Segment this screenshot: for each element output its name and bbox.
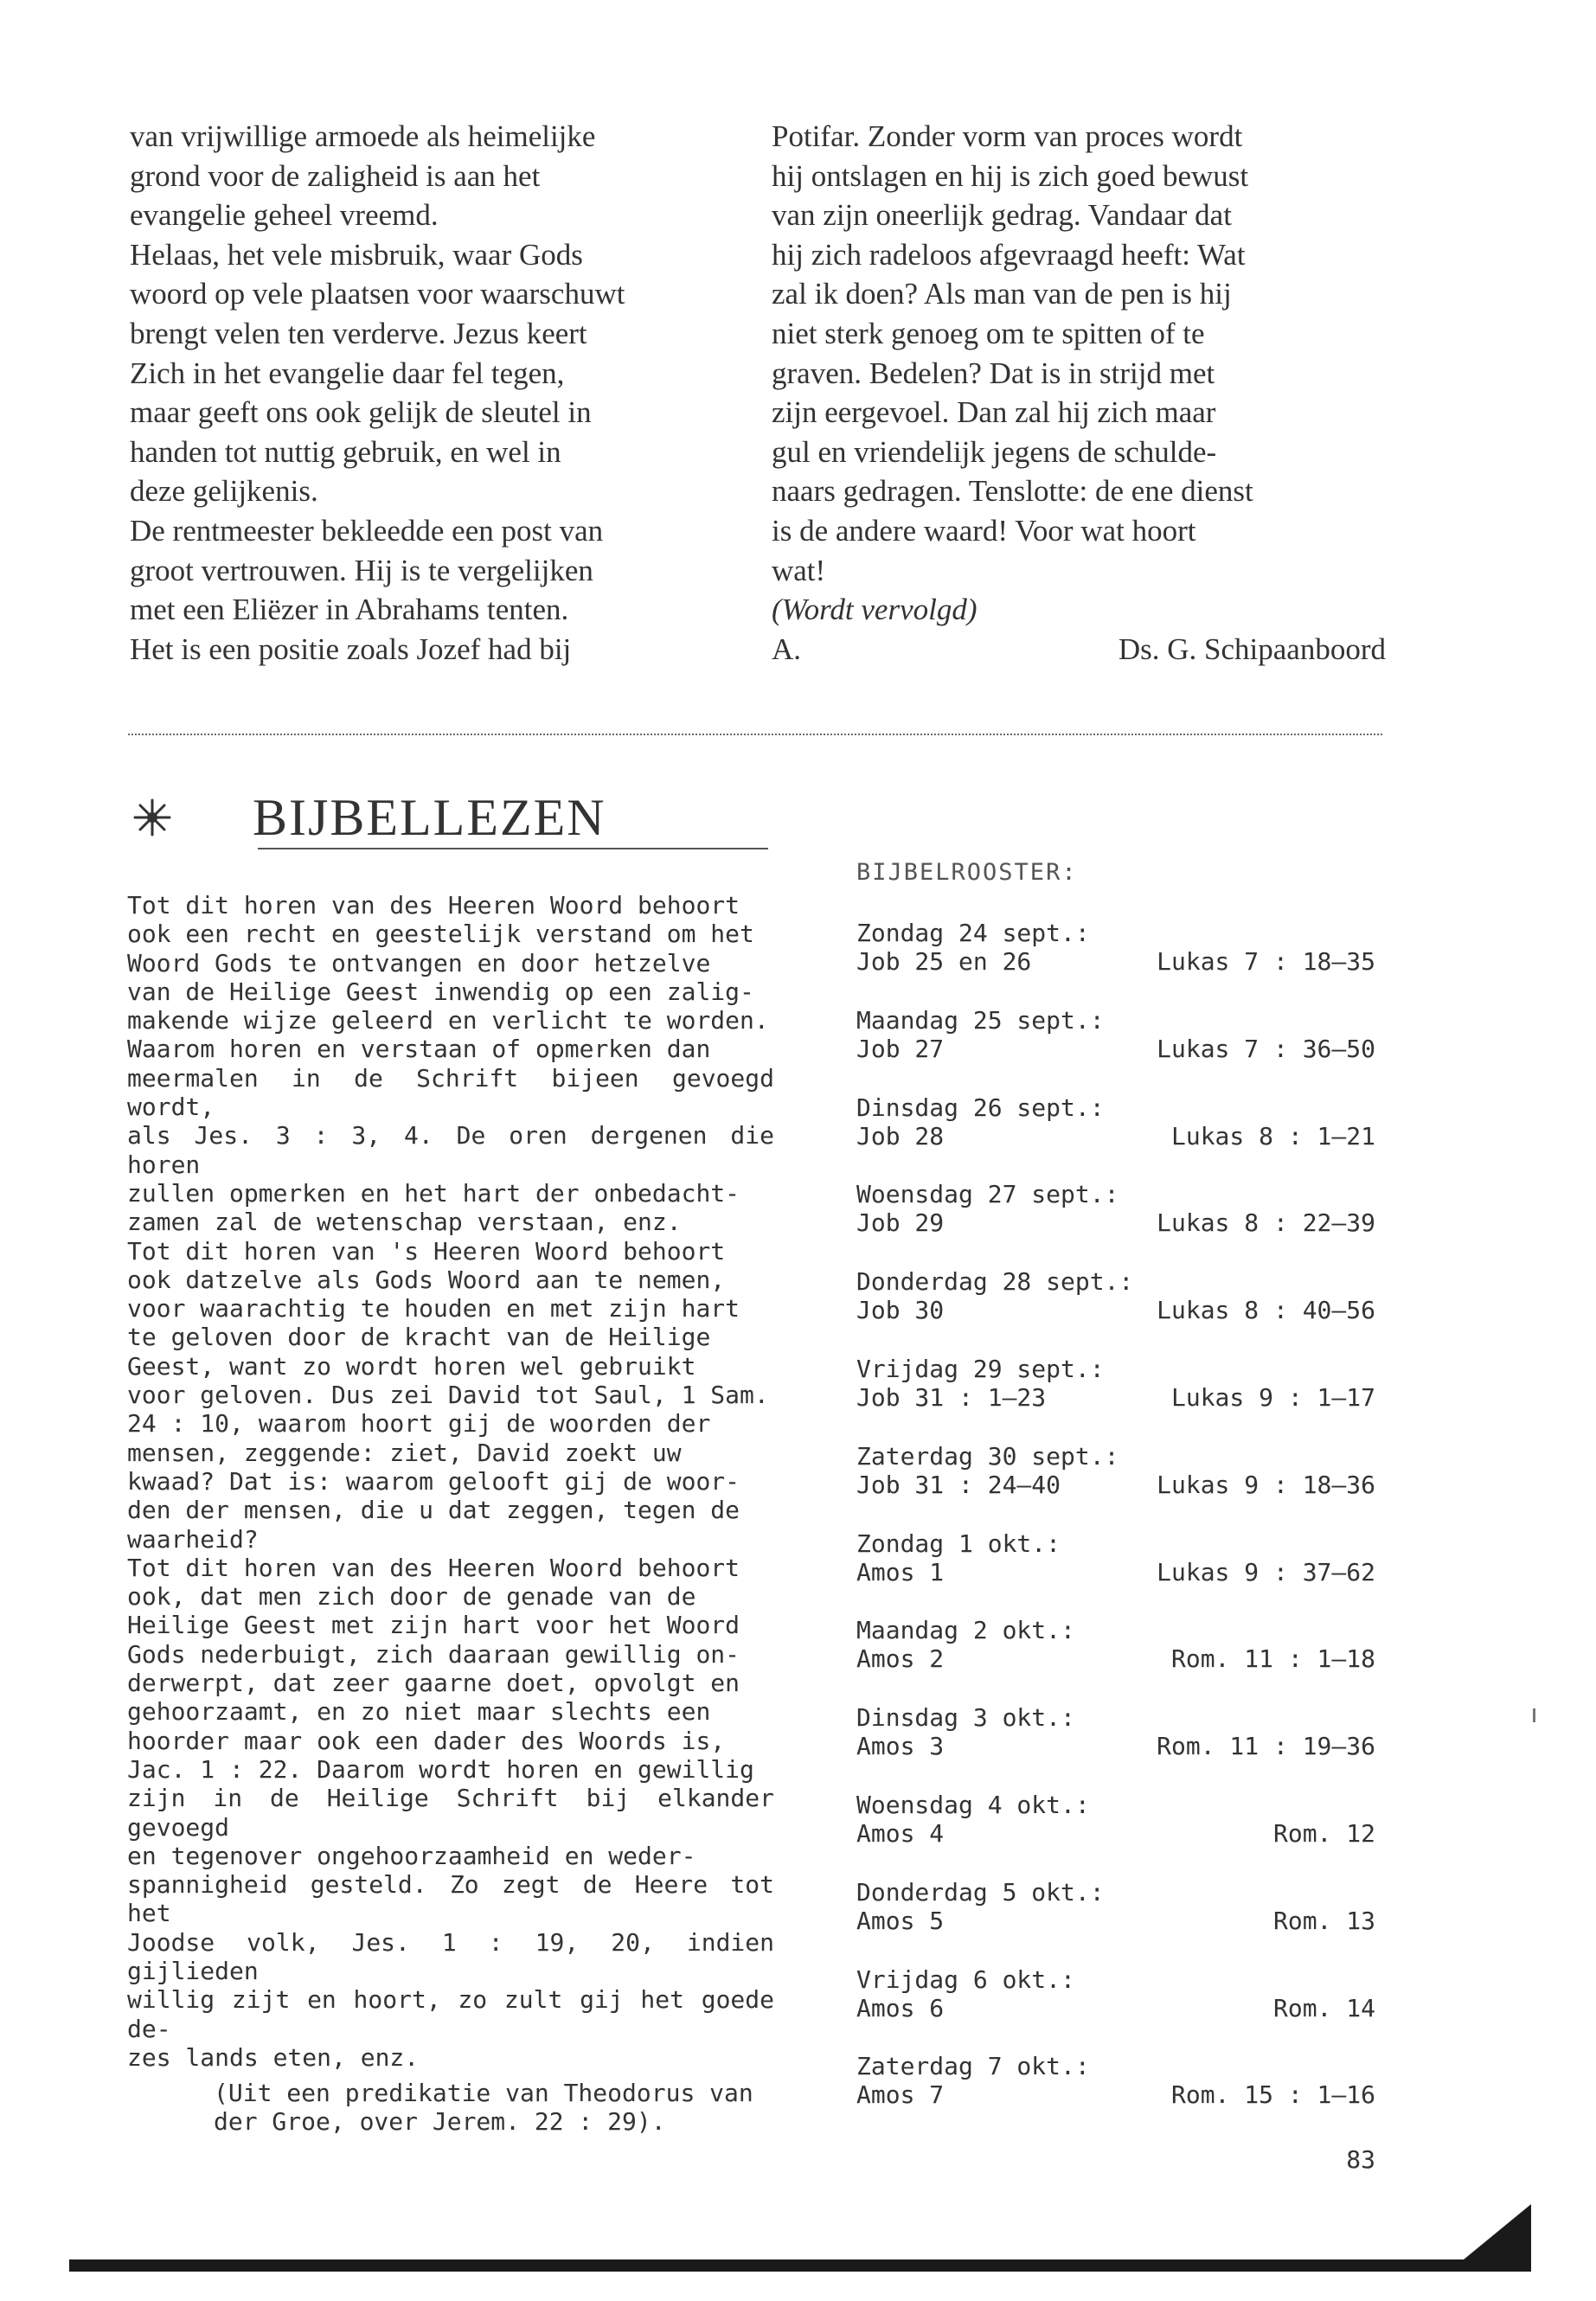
reading-line: Woord Gods te ontvangen en door hetzelve bbox=[127, 948, 711, 977]
continued-note: (Wordt vervolgd) bbox=[772, 593, 977, 627]
schedule-day: Zaterdag 7 okt.: bbox=[856, 2052, 1090, 2081]
article-left-text bbox=[130, 117, 735, 669]
schedule-entry bbox=[856, 2052, 1375, 2139]
schedule-day: Dinsdag 3 okt.: bbox=[856, 1703, 1075, 1733]
reading-line: te geloven door de kracht van de Heilige bbox=[127, 1323, 711, 1352]
article-line: brengt velen ten verderve. Jezus keert bbox=[130, 316, 587, 350]
reading-line: als Jes. 3 : 3, 4. De oren dergenen die horen bbox=[127, 1121, 774, 1179]
article-line: evangelie geheel vreemd. bbox=[130, 198, 439, 233]
reading-line: Joodse volk, Jes. 1 : 19, 20, indien gijlieden bbox=[127, 1927, 774, 1985]
margin-mark bbox=[1533, 1708, 1535, 1722]
new-testament-reading: Rom. 15 : 1—16 bbox=[1170, 2080, 1375, 2110]
schedule-readings bbox=[856, 1471, 1375, 1499]
reading-line: zamen zal de wetenschap verstaan, enz. bbox=[127, 1208, 682, 1237]
reading-line: kwaad? Dat is: waarom gelooft gij de woor- bbox=[127, 1466, 740, 1496]
old-testament-reading: Amos 2 bbox=[856, 1644, 945, 1674]
reading-line: makende wijze geleerd en verlicht te worden. bbox=[127, 1006, 769, 1035]
old-testament-reading: Amos 6 bbox=[856, 1993, 945, 2022]
new-testament-reading: Lukas 8 : 40—56 bbox=[1157, 1296, 1375, 1325]
old-testament-reading: Amos 4 bbox=[856, 1818, 945, 1848]
reading-line: meermalen in de Schrift bijeen gevoegd wordt, bbox=[127, 1063, 774, 1122]
schedule-day: Donderdag 28 sept.: bbox=[856, 1267, 1134, 1297]
schedule-entry bbox=[856, 1442, 1375, 1529]
old-testament-reading: Job 27 bbox=[856, 1034, 945, 1063]
article-continuation-right bbox=[772, 117, 1386, 669]
reading-line: mensen, zeggende: ziet, David zoekt uw bbox=[127, 1438, 682, 1467]
old-testament-reading: Amos 1 bbox=[856, 1557, 945, 1586]
schedule-entry bbox=[856, 1006, 1375, 1093]
article-line: Het is een positie zoals Jozef had bij bbox=[130, 631, 572, 666]
article-line: deze gelijkenis. bbox=[130, 474, 318, 509]
schedule-entry bbox=[856, 1965, 1375, 2053]
new-testament-reading: Lukas 8 : 22—39 bbox=[1157, 1208, 1375, 1238]
old-testament-reading: Job 29 bbox=[856, 1208, 945, 1238]
article-line: zal ik doen? Als man van de pen is hij bbox=[772, 277, 1232, 311]
article-line: Potifar. Zonder vorm van proces wordt bbox=[772, 119, 1243, 153]
signature-row bbox=[772, 630, 1386, 670]
corner-wedge bbox=[1449, 2204, 1531, 2272]
reading-line: ook een recht en geestelijk verstand om het bbox=[127, 920, 754, 949]
schedule-entry bbox=[856, 1180, 1375, 1267]
bottom-bar bbox=[69, 2259, 1531, 2272]
reading-line: van de Heilige Geest inwendig op een zalig- bbox=[127, 977, 754, 1006]
new-testament-reading: Lukas 7 : 18—35 bbox=[1157, 947, 1375, 976]
schedule-entry bbox=[856, 1616, 1375, 1703]
old-testament-reading: Job 31 : 24—40 bbox=[856, 1470, 1061, 1499]
schedule-entry bbox=[856, 1703, 1375, 1791]
old-testament-reading: Job 31 : 1—23 bbox=[856, 1382, 1047, 1412]
schedule-day: Donderdag 5 okt.: bbox=[856, 1877, 1105, 1907]
schedule-day: Vrijdag 29 sept.: bbox=[856, 1354, 1105, 1383]
schedule-day: Dinsdag 26 sept.: bbox=[856, 1093, 1105, 1122]
article-line: is de andere waard! Voor wat hoort bbox=[772, 513, 1196, 548]
reading-line: en tegenover ongehoorzaamheid en weder- bbox=[127, 1841, 696, 1870]
old-testament-reading: Job 28 bbox=[856, 1121, 945, 1150]
section-divider bbox=[128, 734, 1382, 735]
page-number: 83 bbox=[1346, 2145, 1375, 2174]
section-title: BIJBELLEZEN bbox=[253, 789, 606, 846]
schedule-entry bbox=[856, 919, 1375, 1006]
schedule-entry bbox=[856, 1529, 1375, 1617]
reading-line: Gods nederbuigt, zich daaraan gewillig on- bbox=[127, 1639, 740, 1669]
reading-line: voor waarachtig te houden en met zijn hart bbox=[127, 1294, 740, 1324]
reading-paragraph-2 bbox=[127, 1237, 774, 1554]
reading-line: waarheid? bbox=[127, 1524, 259, 1554]
article-line: handen tot nuttig gebruik, en wel in bbox=[130, 434, 561, 469]
new-testament-reading: Lukas 9 : 18—36 bbox=[1157, 1470, 1375, 1499]
article-line: Helaas, het vele misbruik, waar Gods bbox=[130, 237, 583, 272]
schedule-readings bbox=[856, 1644, 1375, 1673]
article-line: hij ontslagen en hij is zich goed bewust bbox=[772, 158, 1249, 193]
article-line: Zich in het evangelie daar fel tegen, bbox=[130, 356, 565, 390]
section-header bbox=[130, 783, 770, 861]
reading-paragraph-3 bbox=[127, 1554, 774, 2072]
reading-line: Tot dit horen van des Heeren Woord behoort bbox=[127, 1553, 740, 1582]
reading-line: derwerpt, dat zeer gaarne doet, opvolgt en bbox=[127, 1669, 740, 1698]
article-line: woord op vele plaatsen voor waarschuwt bbox=[130, 277, 625, 311]
reading-line: zijn in de Heilige Schrift bij elkander gevoegd bbox=[127, 1784, 774, 1842]
reading-line: den der mensen, die u dat zeggen, tegen de bbox=[127, 1496, 740, 1525]
reading-line: hoorder maar ook een dader des Woords is, bbox=[127, 1726, 726, 1755]
schedule-day: Vrijdag 6 okt.: bbox=[856, 1965, 1075, 1994]
source-line: (Uit een predikatie van Theodorus van bbox=[214, 2079, 753, 2108]
reading-line: Heilige Geest met zijn hart voor het Woord bbox=[127, 1611, 740, 1640]
article-line: hij zich radeloos afgevraagd heeft: Wat bbox=[772, 237, 1246, 272]
schedule-list bbox=[856, 919, 1375, 2139]
article-right-text bbox=[772, 117, 1386, 590]
schedule-entry bbox=[856, 1267, 1375, 1355]
new-testament-reading: Lukas 9 : 37—62 bbox=[1157, 1557, 1375, 1586]
new-testament-reading: Rom. 11 : 1—18 bbox=[1170, 1644, 1375, 1674]
reading-line: Geest, want zo wordt horen wel gebruikt bbox=[127, 1351, 696, 1381]
old-testament-reading: Job 30 bbox=[856, 1296, 945, 1325]
schedule-day: Maandag 2 okt.: bbox=[856, 1616, 1075, 1645]
schedule-readings bbox=[856, 1732, 1375, 1760]
article-line: grond voor de zaligheid is aan het bbox=[130, 158, 541, 193]
star-ornament-icon bbox=[130, 795, 175, 840]
schedule-day: Woensdag 27 sept.: bbox=[856, 1180, 1119, 1209]
article-line: naars gedragen. Tenslotte: de ene dienst bbox=[772, 474, 1253, 509]
article-line: maar geeft ons ook gelijk de sleutel in bbox=[130, 395, 592, 430]
schedule-entry bbox=[856, 1093, 1375, 1181]
article-line: graven. Bedelen? Dat is in strijd met bbox=[772, 356, 1215, 390]
reading-line: spannigheid gesteld. Zo zegt de Heere tot het bbox=[127, 1870, 774, 1928]
reading-line: ook datzelve als Gods Woord aan te nemen, bbox=[127, 1265, 726, 1294]
schedule-entry bbox=[856, 1791, 1375, 1878]
article-line: niet sterk genoeg om te spitten of te bbox=[772, 316, 1205, 350]
schedule-readings bbox=[856, 1383, 1375, 1412]
reading-line: zullen opmerken en het hart der onbedacht- bbox=[127, 1178, 740, 1208]
reading-line: Waarom horen en verstaan of opmerken dan bbox=[127, 1035, 711, 1064]
reading-line: 24 : 10, waarom hoort gij de woorden der bbox=[127, 1409, 711, 1439]
schedule-readings bbox=[856, 1035, 1375, 1063]
schedule-readings bbox=[856, 947, 1375, 976]
schedule-heading: BIJBELROOSTER: bbox=[856, 859, 1078, 886]
schedule-readings bbox=[856, 1208, 1375, 1237]
reading-line: zes lands eten, enz. bbox=[127, 2042, 420, 2072]
schedule-day: Woensdag 4 okt.: bbox=[856, 1790, 1090, 1819]
schedule-readings bbox=[856, 1296, 1375, 1324]
article-continuation-left bbox=[130, 117, 735, 669]
schedule-entry bbox=[856, 1355, 1375, 1442]
article-line: van zijn oneerlijk gedrag. Vandaar dat bbox=[772, 198, 1232, 233]
new-testament-reading: Rom. 14 bbox=[1272, 1993, 1375, 2022]
schedule-readings bbox=[856, 1907, 1375, 1935]
article-line: van vrijwillige armoede als heimelijke bbox=[130, 119, 596, 153]
reading-paragraph-1 bbox=[127, 891, 774, 1237]
old-testament-reading: Amos 7 bbox=[856, 2080, 945, 2110]
article-line: zijn eergevoel. Dan zal hij zich maar bbox=[772, 395, 1216, 430]
schedule-day: Maandag 25 sept.: bbox=[856, 1005, 1105, 1035]
schedule-day: Zaterdag 30 sept.: bbox=[856, 1441, 1119, 1471]
source-line: der Groe, over Jerem. 22 : 29). bbox=[214, 2107, 666, 2137]
article-line: groot vertrouwen. Hij is te vergelijken bbox=[130, 553, 593, 587]
new-testament-reading: Rom. 13 bbox=[1272, 1906, 1375, 1935]
signature-initial: A. bbox=[772, 631, 802, 666]
reading-line: Jac. 1 : 22. Daarom wordt horen en gewillig bbox=[127, 1754, 754, 1784]
schedule-readings bbox=[856, 1558, 1375, 1586]
section-title-underline bbox=[258, 848, 768, 849]
reading-line: gehoorzaamt, en zo niet maar slechts een bbox=[127, 1697, 711, 1727]
signature-name: Ds. G. Schipaanboord bbox=[1118, 631, 1386, 666]
schedule-readings bbox=[856, 1994, 1375, 2022]
schedule-day: Zondag 24 sept.: bbox=[856, 919, 1090, 947]
old-testament-reading: Job 25 en 26 bbox=[856, 947, 1032, 976]
new-testament-reading: Rom. 11 : 19—36 bbox=[1157, 1732, 1375, 1761]
schedule-readings bbox=[856, 1122, 1375, 1150]
new-testament-reading: Lukas 7 : 36—50 bbox=[1157, 1034, 1375, 1063]
schedule-entry bbox=[856, 1878, 1375, 1965]
bible-schedule bbox=[856, 858, 1375, 2139]
article-line: De rentmeester bekleedde een post van bbox=[130, 513, 604, 548]
reading-line: willig zijt en hoort, zo zult gij het goede de- bbox=[127, 1985, 774, 2043]
article-line: met een Eliëzer in Abrahams tenten. bbox=[130, 593, 569, 627]
article-line: gul en vriendelijk jegens de schulde- bbox=[772, 434, 1217, 469]
new-testament-reading: Lukas 9 : 1—17 bbox=[1170, 1382, 1375, 1412]
article-line: wat! bbox=[772, 553, 826, 587]
reading-line: ook, dat men zich door de genade van de bbox=[127, 1582, 696, 1612]
reading-line: Tot dit horen van des Heeren Woord behoort bbox=[127, 891, 740, 920]
reading-line: Tot dit horen van 's Heeren Woord behoort bbox=[127, 1236, 726, 1266]
old-testament-reading: Amos 3 bbox=[856, 1732, 945, 1761]
reading-text bbox=[127, 891, 774, 2137]
schedule-readings bbox=[856, 2080, 1375, 2109]
schedule-day: Zondag 1 okt.: bbox=[856, 1529, 1061, 1558]
schedule-readings bbox=[856, 1819, 1375, 1848]
old-testament-reading: Amos 5 bbox=[856, 1906, 945, 1935]
new-testament-reading: Rom. 12 bbox=[1272, 1818, 1375, 1848]
new-testament-reading: Lukas 8 : 1—21 bbox=[1170, 1121, 1375, 1150]
reading-line: voor geloven. Dus zei David tot Saul, 1 Sam. bbox=[127, 1381, 769, 1410]
